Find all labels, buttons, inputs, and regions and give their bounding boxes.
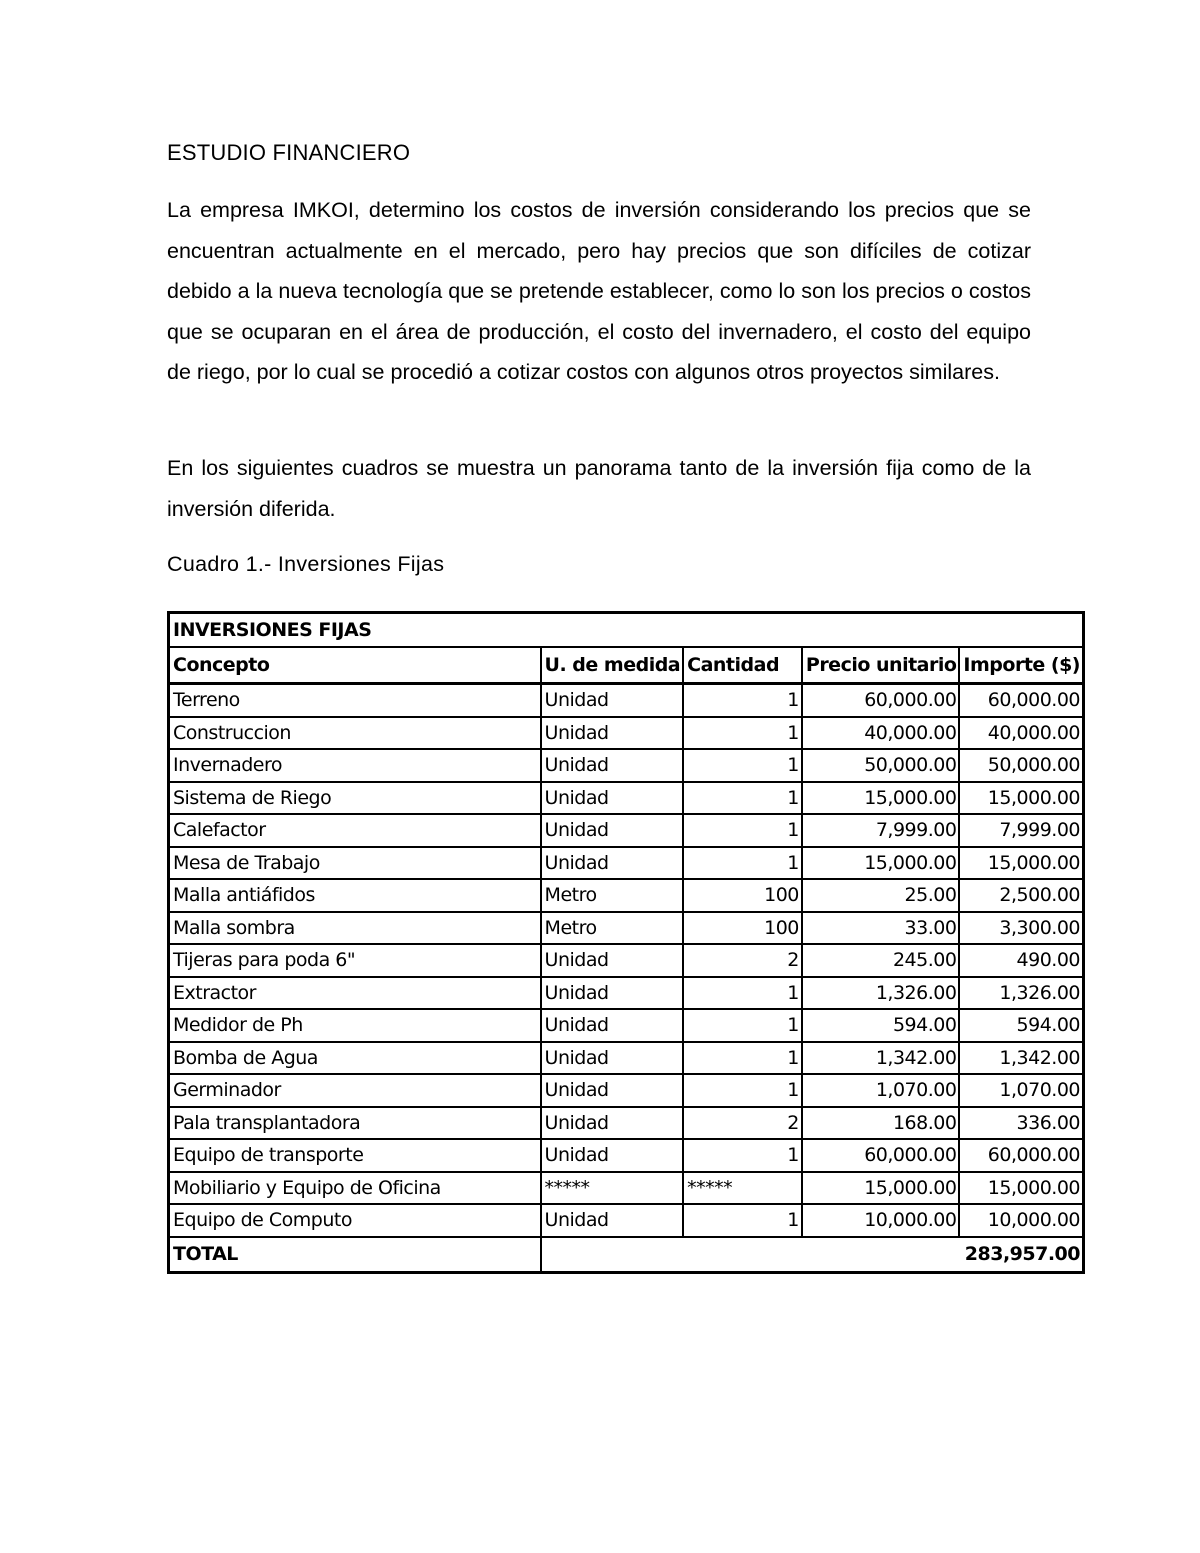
cell-importe: 1,070.00 [959, 1074, 1083, 1107]
cell-importe: 15,000.00 [959, 847, 1083, 880]
table-row [169, 1107, 1084, 1140]
cell-precio: 50,000.00 [802, 749, 960, 782]
cell-cantidad: 2 [683, 1107, 802, 1140]
cell-importe: 1,326.00 [959, 977, 1083, 1010]
cell-cantidad: 1 [683, 1204, 802, 1237]
cell-importe: 7,999.00 [959, 814, 1083, 847]
header-unidad-medida: U. de medida [541, 647, 684, 684]
table-row [169, 977, 1084, 1010]
table-row [169, 749, 1084, 782]
cell-cantidad: 1 [683, 977, 802, 1010]
cell-importe: 2,500.00 [959, 879, 1083, 912]
cell-concepto: Extractor [169, 977, 541, 1010]
cell-concepto: Medidor de Ph [169, 1009, 541, 1042]
cell-unidad: Unidad [541, 782, 684, 815]
cell-unidad: Unidad [541, 717, 684, 750]
cell-precio: 15,000.00 [802, 847, 960, 880]
header-precio-unitario: Precio unitario [802, 647, 960, 684]
cell-concepto: Invernadero [169, 749, 541, 782]
cell-importe: 60,000.00 [959, 1139, 1083, 1172]
cell-concepto: Malla sombra [169, 912, 541, 945]
cell-cantidad: 1 [683, 749, 802, 782]
cell-concepto: Calefactor [169, 814, 541, 847]
cell-precio: 25.00 [802, 879, 960, 912]
cell-cantidad: 1 [683, 1009, 802, 1042]
table-body [169, 684, 1084, 1237]
cell-precio: 1,326.00 [802, 977, 960, 1010]
table-row [169, 1172, 1084, 1205]
cell-concepto: Mesa de Trabajo [169, 847, 541, 880]
table-row [169, 814, 1084, 847]
table-row [169, 717, 1084, 750]
cell-importe: 40,000.00 [959, 717, 1083, 750]
table-row [169, 879, 1084, 912]
cell-unidad: Unidad [541, 944, 684, 977]
cell-importe: 60,000.00 [959, 684, 1083, 717]
header-concepto: Concepto [169, 647, 541, 684]
cell-precio: 10,000.00 [802, 1204, 960, 1237]
table-row [169, 684, 1084, 717]
total-value: 283,957.00 [541, 1237, 1084, 1273]
cell-cantidad: 1 [683, 814, 802, 847]
cell-concepto: Equipo de Computo [169, 1204, 541, 1237]
cell-precio: 40,000.00 [802, 717, 960, 750]
cell-concepto: Malla antiáfidos [169, 879, 541, 912]
cell-importe: 15,000.00 [959, 782, 1083, 815]
cell-cantidad: 1 [683, 717, 802, 750]
cell-cantidad: 100 [683, 912, 802, 945]
table-row [169, 847, 1084, 880]
cell-importe: 336.00 [959, 1107, 1083, 1140]
table-row [169, 1139, 1084, 1172]
cell-concepto: Equipo de transporte [169, 1139, 541, 1172]
cell-precio: 15,000.00 [802, 782, 960, 815]
cell-concepto: Construccion [169, 717, 541, 750]
table-row [169, 912, 1084, 945]
cell-concepto: Terreno [169, 684, 541, 717]
cell-cantidad: 2 [683, 944, 802, 977]
cell-precio: 168.00 [802, 1107, 960, 1140]
cell-precio: 15,000.00 [802, 1172, 960, 1205]
cell-importe: 1,342.00 [959, 1042, 1083, 1075]
cell-importe: 50,000.00 [959, 749, 1083, 782]
cell-concepto: Sistema de Riego [169, 782, 541, 815]
cell-precio: 1,342.00 [802, 1042, 960, 1075]
cell-cantidad: 1 [683, 1042, 802, 1075]
table-total-row [169, 1237, 1084, 1273]
cell-concepto: Germinador [169, 1074, 541, 1107]
cell-unidad: Unidad [541, 749, 684, 782]
table-caption: INVERSIONES FIJAS [169, 613, 1084, 648]
cell-cantidad: 1 [683, 1139, 802, 1172]
cell-unidad: Unidad [541, 814, 684, 847]
cuadro-title: Cuadro 1.- Inversiones Fijas [167, 552, 445, 576]
table-row [169, 1042, 1084, 1075]
cell-unidad: Unidad [541, 1042, 684, 1075]
cell-precio: 33.00 [802, 912, 960, 945]
table-caption-row [169, 613, 1084, 648]
cell-precio: 60,000.00 [802, 684, 960, 717]
cell-cantidad: 100 [683, 879, 802, 912]
cell-precio: 7,999.00 [802, 814, 960, 847]
paragraph-intro: La empresa IMKOI, determino los costos de inversión considerando los precios que se encuentran actualmente en el mercado, pero hay precios que son difíciles de cotizar debido a la nueva tecnología que se pretende establecer, como lo son los precios o costos que se ocuparan en el área de producción, el costo del invernadero, el costo del equipo de riego, por lo cual se procedió a cotizar costos con algunos otros proyectos similares. [167, 198, 1031, 384]
cell-importe: 3,300.00 [959, 912, 1083, 945]
cell-cantidad: ***** [683, 1172, 802, 1205]
cell-unidad: Metro [541, 879, 684, 912]
inversiones-fijas-table [167, 611, 1085, 1274]
cell-concepto: Bomba de Agua [169, 1042, 541, 1075]
cell-concepto: Tijeras para poda 6" [169, 944, 541, 977]
table-row [169, 1009, 1084, 1042]
cell-unidad: Metro [541, 912, 684, 945]
cell-precio: 60,000.00 [802, 1139, 960, 1172]
table-header-row [169, 647, 1084, 684]
cell-unidad: Unidad [541, 1204, 684, 1237]
cell-concepto: Pala transplantadora [169, 1107, 541, 1140]
cell-unidad: Unidad [541, 1139, 684, 1172]
cell-unidad: Unidad [541, 684, 684, 717]
cell-importe: 490.00 [959, 944, 1083, 977]
cell-cantidad: 1 [683, 847, 802, 880]
document-heading: ESTUDIO FINANCIERO [167, 140, 411, 165]
cell-importe: 594.00 [959, 1009, 1083, 1042]
table-row [169, 782, 1084, 815]
header-cantidad: Cantidad [683, 647, 802, 684]
cell-unidad: Unidad [541, 847, 684, 880]
cell-cantidad: 1 [683, 684, 802, 717]
cell-cantidad: 1 [683, 782, 802, 815]
cell-precio: 245.00 [802, 944, 960, 977]
cell-unidad: Unidad [541, 1074, 684, 1107]
cell-precio: 594.00 [802, 1009, 960, 1042]
cell-cantidad: 1 [683, 1074, 802, 1107]
cell-unidad: Unidad [541, 977, 684, 1010]
table-row [169, 944, 1084, 977]
cell-precio: 1,070.00 [802, 1074, 960, 1107]
cell-importe: 10,000.00 [959, 1204, 1083, 1237]
cell-unidad: Unidad [541, 1009, 684, 1042]
total-label: TOTAL [169, 1237, 541, 1273]
paragraph-cuadros: En los siguientes cuadros se muestra un panorama tanto de la inversión fija como de la inversión diferida. [167, 456, 1031, 521]
table-row [169, 1204, 1084, 1237]
header-importe: Importe ($) [959, 647, 1083, 684]
table-row [169, 1074, 1084, 1107]
cell-unidad: ***** [541, 1172, 684, 1205]
cell-importe: 15,000.00 [959, 1172, 1083, 1205]
cell-unidad: Unidad [541, 1107, 684, 1140]
cell-concepto: Mobiliario y Equipo de Oficina [169, 1172, 541, 1205]
